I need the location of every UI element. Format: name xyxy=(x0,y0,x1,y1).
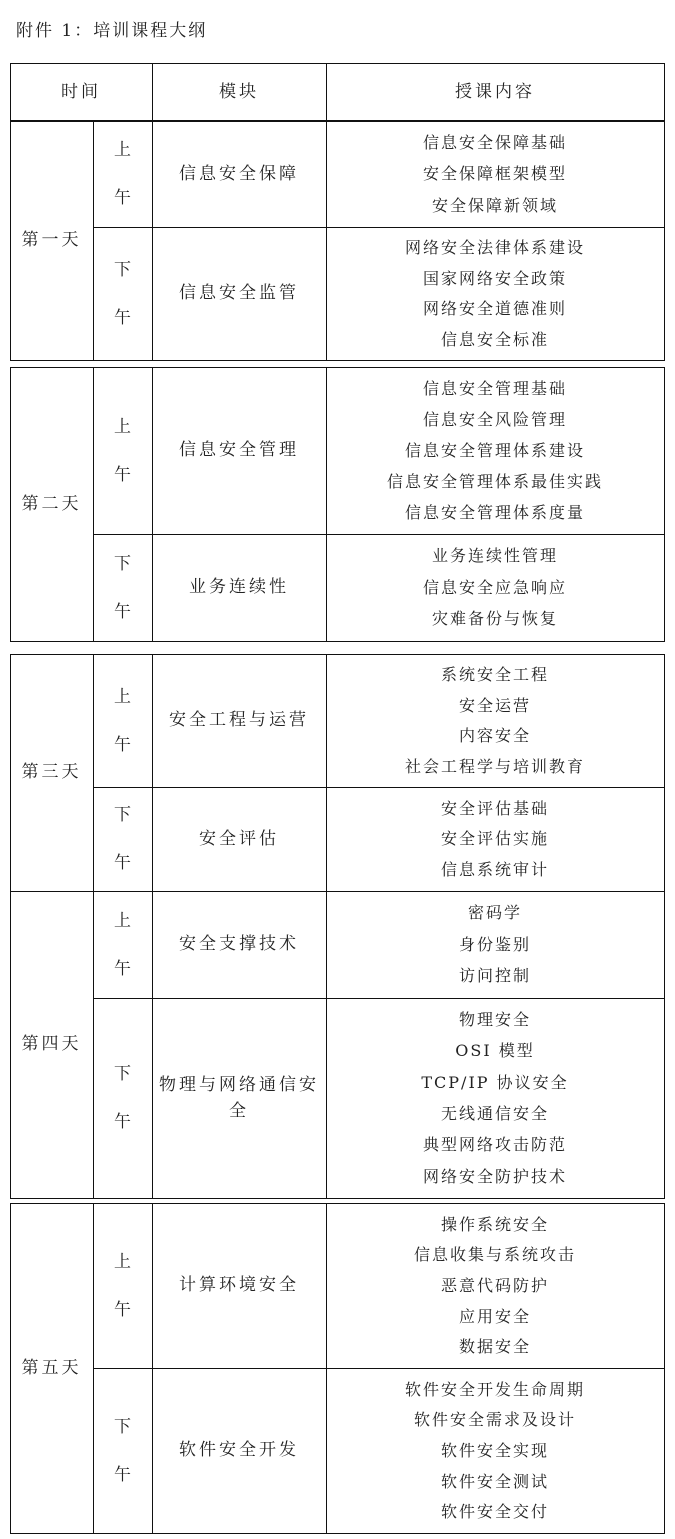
half-day-char: 下 xyxy=(114,553,131,574)
day-label: 第二天 xyxy=(21,493,82,514)
half-day-char: 下 xyxy=(114,259,131,280)
content-item: 访问控制 xyxy=(458,966,531,986)
content-item: 恶意代码防护 xyxy=(440,1275,549,1295)
half-day-label xyxy=(93,367,152,534)
content-item: 典型网络攻击防范 xyxy=(422,1135,567,1155)
table-border xyxy=(326,63,327,121)
half-day-label xyxy=(93,787,152,891)
content-item: 网络安全防护技术 xyxy=(422,1166,567,1186)
table-border xyxy=(10,63,11,121)
half-day-label xyxy=(93,534,152,641)
half-day-char: 午 xyxy=(114,853,131,873)
day-label: 第一天 xyxy=(21,230,82,251)
content-item: 内容安全 xyxy=(458,726,531,746)
content-item: 无线通信安全 xyxy=(440,1104,549,1124)
content-item: 物理安全 xyxy=(458,1010,531,1030)
module-name: 信息安全保障 xyxy=(179,163,299,184)
content-item: 信息安全管理体系最佳实践 xyxy=(386,471,603,491)
half-day-char: 午 xyxy=(114,464,131,485)
table-border xyxy=(152,63,153,121)
table-border xyxy=(10,1198,665,1199)
content-item: 应用安全 xyxy=(458,1306,531,1326)
half-day-label xyxy=(93,654,152,787)
content-item: 系统安全工程 xyxy=(440,665,549,685)
content-item: 软件安全开发生命周期 xyxy=(404,1379,585,1399)
content-item: TCP/IP 协议安全 xyxy=(421,1072,569,1092)
header-module: 模块 xyxy=(219,81,259,102)
content-item: 安全评估基础 xyxy=(440,798,549,818)
half-day-char: 上 xyxy=(114,140,131,160)
half-day-char: 上 xyxy=(114,1251,131,1272)
module-name: 安全支撑技术 xyxy=(179,934,299,955)
table-border xyxy=(10,63,665,64)
content-item: 密码学 xyxy=(467,903,522,923)
half-day-label xyxy=(93,121,152,227)
content-item: 社会工程学与培训教育 xyxy=(404,756,585,776)
content-list xyxy=(326,227,664,360)
content-item: 灾难备份与恢复 xyxy=(431,609,558,629)
content-list xyxy=(326,998,664,1198)
table-border xyxy=(664,121,665,360)
content-item: 软件安全测试 xyxy=(440,1471,549,1491)
day-label: 第四天 xyxy=(21,1034,82,1055)
half-day-char: 午 xyxy=(114,307,131,328)
content-item: 业务连续性管理 xyxy=(431,546,558,566)
table-border xyxy=(664,63,665,121)
content-item: 信息安全标准 xyxy=(440,329,549,349)
content-item: 网络安全法律体系建设 xyxy=(404,238,585,258)
content-list xyxy=(326,787,664,891)
module-name: 信息安全监管 xyxy=(179,283,299,304)
half-day-char: 午 xyxy=(114,188,131,208)
content-item: 软件安全交付 xyxy=(440,1502,549,1522)
module-name: 信息安全管理 xyxy=(179,440,299,461)
header-time: 时间 xyxy=(61,81,101,102)
table-border xyxy=(10,1533,665,1534)
content-item: 国家网络安全政策 xyxy=(422,268,567,288)
half-day-char: 下 xyxy=(114,1064,131,1084)
half-day-char: 午 xyxy=(114,1112,131,1132)
module-name: 软件安全开发 xyxy=(179,1440,299,1461)
document-title: 附件 1：培训课程大纲 xyxy=(16,21,208,41)
half-day-char: 上 xyxy=(114,416,131,437)
content-item: 信息收集与系统攻击 xyxy=(413,1245,576,1265)
content-item: 信息安全应急响应 xyxy=(422,577,567,597)
content-item: 安全评估实施 xyxy=(440,829,549,849)
content-item: 安全保障新领域 xyxy=(431,195,558,215)
half-day-char: 上 xyxy=(114,686,131,707)
table-border xyxy=(10,360,665,361)
content-item: 操作系统安全 xyxy=(440,1214,549,1234)
content-list xyxy=(326,1203,664,1368)
module-name: 计算环境安全 xyxy=(179,1275,299,1296)
module-name: 安全评估 xyxy=(199,828,279,849)
module-name: 业务连续性 xyxy=(189,577,289,598)
table-border xyxy=(10,641,665,642)
half-day-char: 下 xyxy=(114,805,131,825)
table-border xyxy=(664,654,665,891)
content-item: 软件安全实现 xyxy=(440,1440,549,1460)
half-day-char: 午 xyxy=(114,1464,131,1485)
header-content: 授课内容 xyxy=(455,81,535,102)
module-name: 物理与网络通信安全 xyxy=(159,1074,319,1121)
half-day-label xyxy=(93,1368,152,1533)
content-item: 信息安全保障基础 xyxy=(422,133,567,153)
content-item: 网络安全道德准则 xyxy=(422,299,567,319)
content-item: 数据安全 xyxy=(458,1337,531,1357)
half-day-label xyxy=(93,227,152,360)
content-list xyxy=(326,1368,664,1533)
half-day-char: 午 xyxy=(114,601,131,622)
table-border xyxy=(664,891,665,1198)
half-day-char: 午 xyxy=(114,734,131,755)
content-item: 安全保障框架模型 xyxy=(422,164,567,184)
half-day-char: 上 xyxy=(114,910,131,931)
content-item: 信息安全管理基础 xyxy=(422,378,567,398)
half-day-char: 下 xyxy=(114,1416,131,1437)
content-item: 信息系统审计 xyxy=(440,860,549,880)
content-item: 安全运营 xyxy=(458,695,531,715)
content-item: 信息安全风险管理 xyxy=(422,409,567,429)
content-item: 信息安全管理体系建设 xyxy=(404,440,585,460)
half-day-char: 午 xyxy=(114,1299,131,1320)
module-name: 安全工程与运营 xyxy=(169,710,309,731)
content-list xyxy=(326,891,664,998)
content-item: 软件安全需求及设计 xyxy=(413,1410,576,1430)
content-list xyxy=(326,654,664,787)
table-border xyxy=(664,367,665,641)
content-list xyxy=(326,121,664,227)
half-day-label xyxy=(93,891,152,998)
half-day-label xyxy=(93,998,152,1198)
content-list xyxy=(326,534,664,641)
content-item: 信息安全管理体系度量 xyxy=(404,502,585,522)
content-item: 身份鉴别 xyxy=(458,934,531,954)
day-label: 第三天 xyxy=(21,762,82,783)
half-day-label xyxy=(93,1203,152,1368)
half-day-char: 午 xyxy=(114,958,131,979)
content-list xyxy=(326,367,664,534)
day-label: 第五天 xyxy=(21,1357,82,1378)
content-item: OSI 模型 xyxy=(455,1041,535,1061)
